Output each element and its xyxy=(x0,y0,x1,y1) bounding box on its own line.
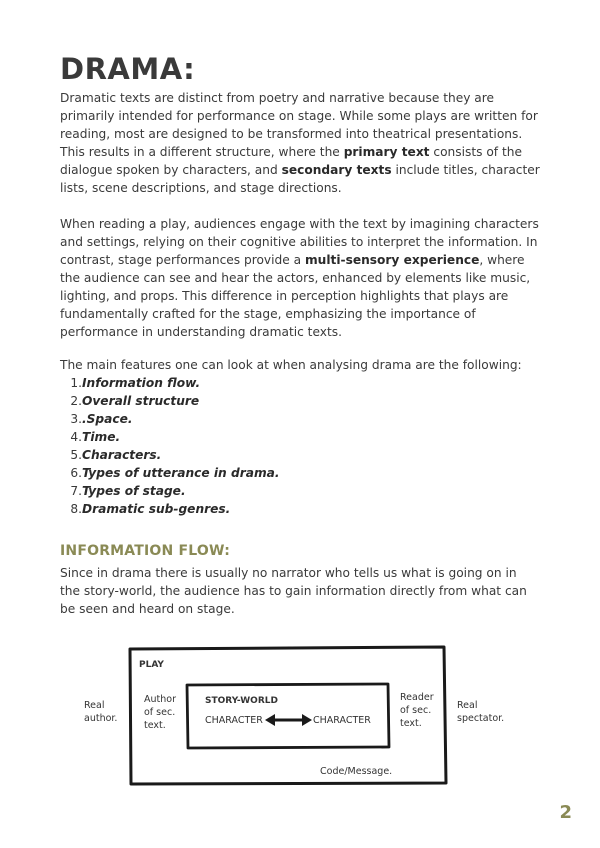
communication-diagram xyxy=(70,640,530,790)
play-label: PLAY xyxy=(139,660,164,670)
list-item: 7. Types of stage. xyxy=(70,484,186,498)
arrow-left-head xyxy=(265,714,275,726)
arrow-right-head xyxy=(302,714,312,726)
character-right: CHARACTER xyxy=(313,715,371,726)
features-intro: The main features one can look at when analysing drama are the following: xyxy=(60,358,522,372)
list-item: 2. Overall structure xyxy=(70,394,200,408)
section-heading-information-flow: INFORMATION FLOW: xyxy=(60,543,230,559)
author-sec-text-label: Author of sec. text. xyxy=(144,694,176,731)
list-item: 8. Dramatic sub-genres. xyxy=(70,502,231,516)
story-world-label: STORY-WORLD xyxy=(205,696,278,706)
real-spectator-label: Real spectator. xyxy=(457,700,505,724)
intro-paragraph-2: When reading a play, audiences engage with the text by imagining characters and settings, relying on their cognitive abilities to interpret the information. In contrast, stage performances provide a multi-sensory experience, where the audience can see and hear the actors, enhanced by elements like music, lighting, and props. This difference in perception highlights that plays are fundamentally crafted for the stage, emphasizing the importance of performance in understanding dramatic texts. xyxy=(60,217,539,339)
list-item: 6. Types of utterance in drama. xyxy=(70,466,280,480)
code-message-label: Code/Message. xyxy=(320,766,393,777)
features-list xyxy=(60,374,280,518)
page-number: 2 xyxy=(559,802,572,823)
character-left: CHARACTER xyxy=(205,715,263,726)
list-item: 1. Information flow. xyxy=(70,376,201,390)
page-title: DRAMA: xyxy=(60,52,196,86)
list-item: 5. Characters. xyxy=(70,448,162,462)
real-author-label: Real author. xyxy=(84,700,118,724)
list-item: 3. .Space. xyxy=(70,412,133,426)
information-flow-text: Since in drama there is usually no narrator who tells us what is going on in the story-world, the audience has to gain information directly from what can be seen and heard on stage. xyxy=(60,566,527,616)
intro-paragraph-1: Dramatic texts are distinct from poetry and narrative because they are primarily intended for performance on stage. While some plays are written for reading, most are designed to be transformed into theatrical presentations. This results in a different structure, where the primary text consists of the dialogue spoken by characters, and secondary texts include titles, character lists, scene descriptions, and stage directions. xyxy=(60,91,540,195)
list-item: 4. Time. xyxy=(70,430,121,444)
reader-sec-text-label: Reader of sec. text. xyxy=(400,692,434,729)
